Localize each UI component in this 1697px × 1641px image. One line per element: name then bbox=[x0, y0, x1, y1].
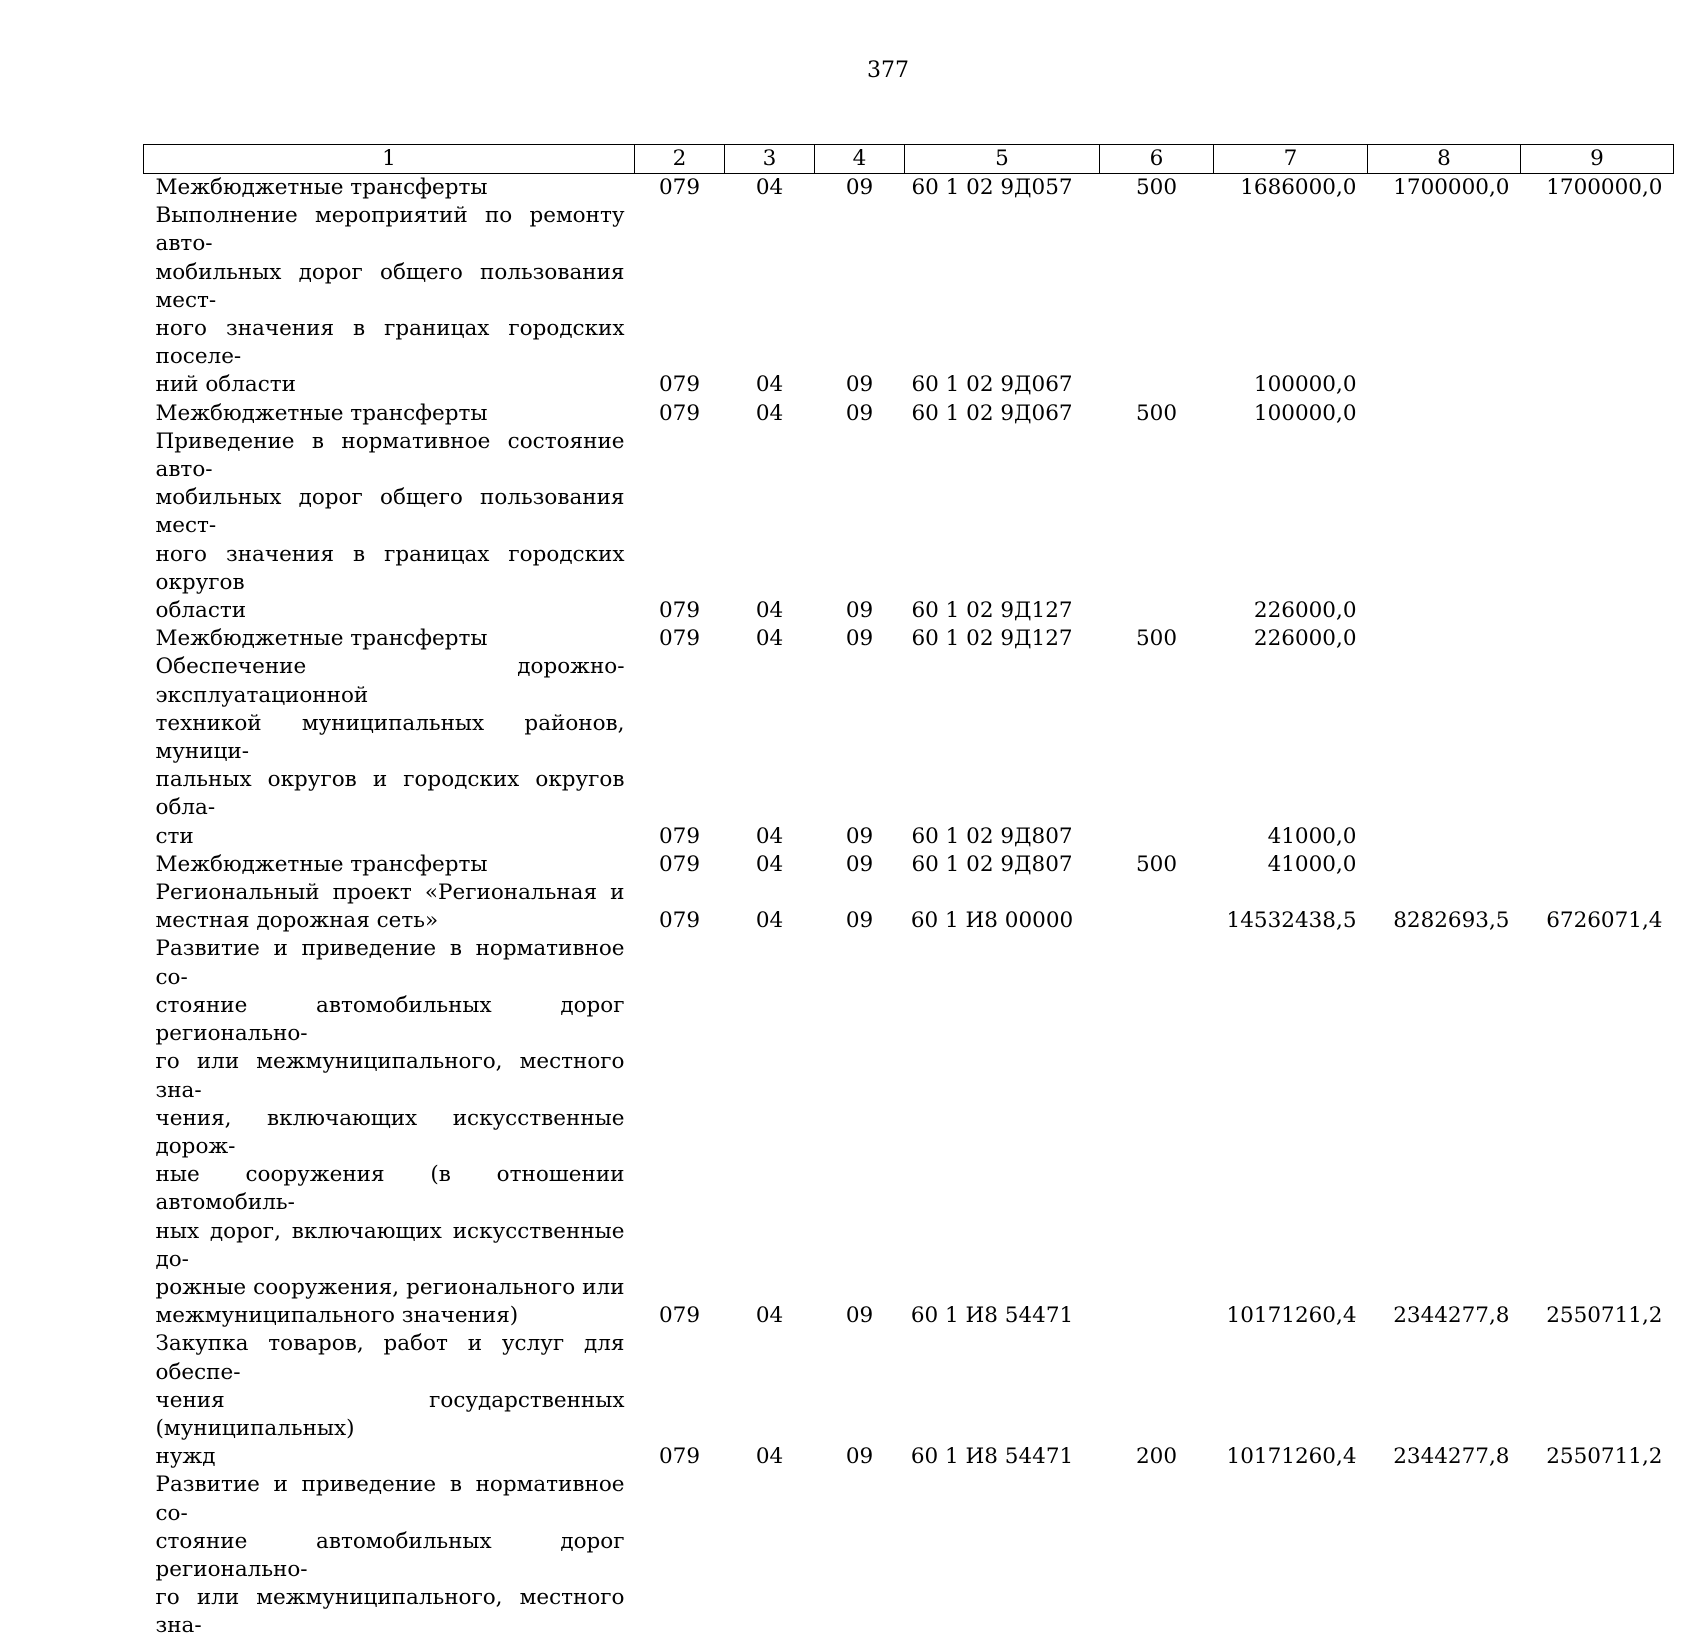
cell-amount-year3: 2550711,2 bbox=[1546, 1444, 1663, 1470]
cell-amount-year3 bbox=[1521, 653, 1674, 850]
row-description bbox=[144, 879, 635, 935]
cell-target-article: 60 1 02 9Д057 bbox=[911, 175, 1073, 200]
cell-amount-year1 bbox=[1214, 1471, 1368, 1640]
cell-amount-year1: 10171260,4 bbox=[1226, 1303, 1357, 1329]
description-line: ные сооружения (в отношении автомобиль- bbox=[155, 1162, 625, 1216]
table-row bbox=[144, 1330, 1674, 1471]
table-row bbox=[144, 625, 1674, 653]
cell-amount-year3 bbox=[1521, 400, 1674, 428]
table-row bbox=[144, 174, 1674, 203]
cell-expense-type bbox=[1100, 935, 1214, 1330]
description-line: Закупка товаров, работ и услуг для обеспе- bbox=[155, 1331, 625, 1385]
description-line: чения, включающих искусственные дорож- bbox=[155, 1105, 625, 1159]
cell-glava: 079 bbox=[658, 626, 701, 652]
cell-expense-type bbox=[1100, 202, 1214, 399]
cell-amount-year3 bbox=[1521, 1471, 1674, 1640]
description-line: Межбюджетные трансферты bbox=[155, 626, 488, 652]
cell-target-article: 60 1 02 9Д067 bbox=[911, 400, 1073, 426]
cell-podrazdel: 09 bbox=[845, 1444, 874, 1470]
cell-amount-year2 bbox=[1368, 851, 1521, 879]
description-line: межмуниципального значения) bbox=[155, 1303, 519, 1329]
description-line: го или межмуниципального, местного зна- bbox=[155, 1049, 625, 1103]
table-row bbox=[144, 400, 1674, 428]
cell-podrazdel: 09 bbox=[845, 908, 874, 934]
cell-glava: 079 bbox=[658, 400, 701, 426]
cell-razdel: 04 bbox=[755, 400, 784, 426]
description-line: Региональный проект «Региональная и bbox=[155, 880, 625, 906]
column-header-8: 8 bbox=[1368, 145, 1521, 174]
row-description bbox=[144, 400, 635, 428]
cell-glava: 079 bbox=[658, 372, 701, 398]
cell-razdel bbox=[725, 1471, 815, 1640]
cell-target-article: 60 1 02 9Д127 bbox=[911, 626, 1073, 652]
description-line: ний области bbox=[155, 372, 296, 398]
page-number: 377 bbox=[867, 58, 909, 83]
cell-amount-year1: 14532438,5 bbox=[1226, 908, 1357, 934]
table-row bbox=[144, 1471, 1674, 1640]
column-header-6: 6 bbox=[1100, 145, 1214, 174]
column-header-1: 1 bbox=[144, 145, 635, 174]
cell-podrazdel: 09 bbox=[845, 372, 874, 398]
description-line: ного значения в границах городских поселе- bbox=[155, 316, 625, 370]
row-description bbox=[144, 653, 635, 850]
description-line: чения государственных (муниципальных) bbox=[155, 1387, 625, 1441]
cell-glava: 079 bbox=[658, 851, 701, 877]
description-line: ного значения в границах городских округов bbox=[155, 541, 625, 595]
cell-razdel: 04 bbox=[755, 851, 784, 877]
cell-podrazdel: 09 bbox=[845, 175, 874, 200]
description-line: Выполнение мероприятий по ремонту авто- bbox=[155, 203, 625, 257]
cell-glava: 079 bbox=[658, 1303, 701, 1329]
budget-table bbox=[143, 144, 1674, 1641]
cell-podrazdel: 09 bbox=[845, 400, 874, 426]
cell-expense-type: 500 bbox=[1135, 175, 1178, 200]
column-header-3: 3 bbox=[725, 145, 815, 174]
cell-amount-year2: 8282693,5 bbox=[1393, 908, 1510, 934]
cell-amount-year3: 6726071,4 bbox=[1546, 908, 1663, 934]
cell-amount-year2 bbox=[1368, 400, 1521, 428]
description-line: мобильных дорог общего пользования мест- bbox=[155, 485, 625, 539]
cell-target-article: 60 1 02 9Д067 bbox=[911, 372, 1073, 398]
cell-razdel: 04 bbox=[755, 626, 784, 652]
description-line: Межбюджетные трансферты bbox=[155, 175, 488, 200]
cell-target-article: 60 1 02 9Д807 bbox=[911, 823, 1073, 849]
column-number-header bbox=[144, 145, 1674, 174]
description-line: стояние автомобильных дорог регионально- bbox=[155, 1528, 625, 1582]
cell-podrazdel bbox=[815, 1471, 905, 1640]
cell-amount-year2 bbox=[1368, 202, 1521, 399]
cell-amount-year1: 41000,0 bbox=[1267, 851, 1357, 877]
cell-podrazdel: 09 bbox=[845, 1303, 874, 1329]
cell-target-article: 60 1 И8 00000 bbox=[910, 908, 1074, 934]
cell-expense-type: 500 bbox=[1135, 626, 1178, 652]
description-line: нужд bbox=[155, 1444, 216, 1470]
cell-expense-type bbox=[1100, 1471, 1214, 1640]
cell-podrazdel: 09 bbox=[845, 851, 874, 877]
cell-amount-year3 bbox=[1521, 625, 1674, 653]
cell-expense-type bbox=[1100, 879, 1214, 935]
row-description bbox=[144, 428, 635, 625]
description-line: техникой муниципальных районов, муници- bbox=[155, 710, 625, 765]
cell-expense-type bbox=[1100, 653, 1214, 850]
table-body bbox=[144, 174, 1674, 1641]
cell-target-article bbox=[905, 1471, 1100, 1640]
cell-glava: 079 bbox=[658, 1444, 701, 1470]
table-row bbox=[144, 202, 1674, 399]
cell-amount-year2 bbox=[1368, 653, 1521, 850]
cell-expense-type: 500 bbox=[1135, 851, 1178, 877]
cell-amount-year2 bbox=[1368, 428, 1521, 625]
cell-target-article: 60 1 И8 54471 bbox=[910, 1303, 1074, 1329]
description-line: Развитие и приведение в нормативное со- bbox=[155, 936, 625, 990]
cell-razdel: 04 bbox=[755, 372, 784, 398]
cell-amount-year1: 41000,0 bbox=[1267, 823, 1357, 849]
cell-amount-year3: 2550711,2 bbox=[1546, 1303, 1663, 1329]
cell-amount-year2: 2344277,8 bbox=[1393, 1303, 1510, 1329]
cell-amount-year1: 100000,0 bbox=[1253, 372, 1357, 398]
cell-target-article: 60 1 02 9Д807 bbox=[911, 851, 1073, 877]
cell-podrazdel: 09 bbox=[845, 626, 874, 652]
description-line: мобильных дорог общего пользования мест- bbox=[155, 259, 625, 313]
table-row bbox=[144, 851, 1674, 879]
description-line: рожные сооружения, регионального или bbox=[155, 1274, 625, 1300]
table-row bbox=[144, 935, 1674, 1330]
description-line: го или межмуниципального, местного зна- bbox=[155, 1585, 625, 1639]
description-line: Обеспечение дорожно-эксплуатационной bbox=[155, 654, 625, 708]
cell-amount-year1: 10171260,4 bbox=[1226, 1444, 1357, 1470]
column-header-9: 9 bbox=[1521, 145, 1674, 174]
cell-amount-year2: 2344277,8 bbox=[1393, 1444, 1510, 1470]
cell-razdel: 04 bbox=[755, 1303, 784, 1329]
cell-glava: 079 bbox=[658, 598, 701, 624]
cell-expense-type bbox=[1100, 428, 1214, 625]
cell-podrazdel: 09 bbox=[845, 598, 874, 624]
row-description bbox=[144, 625, 635, 653]
table-row bbox=[144, 653, 1674, 850]
cell-glava bbox=[635, 1471, 725, 1640]
cell-expense-type: 200 bbox=[1135, 1444, 1178, 1470]
cell-amount-year2: 1700000,0 bbox=[1393, 175, 1510, 200]
table-row bbox=[144, 428, 1674, 625]
row-description bbox=[144, 1330, 635, 1471]
description-line: местная дорожная сеть» bbox=[155, 908, 439, 934]
cell-amount-year1: 226000,0 bbox=[1253, 598, 1357, 624]
description-line: Межбюджетные трансферты bbox=[155, 851, 488, 877]
cell-amount-year3 bbox=[1521, 428, 1674, 625]
cell-amount-year3 bbox=[1521, 202, 1674, 399]
cell-podrazdel: 09 bbox=[845, 823, 874, 849]
cell-amount-year1: 226000,0 bbox=[1253, 626, 1357, 652]
cell-amount-year3 bbox=[1521, 851, 1674, 879]
column-header-2: 2 bbox=[635, 145, 725, 174]
cell-razdel: 04 bbox=[755, 1444, 784, 1470]
column-header-4: 4 bbox=[815, 145, 905, 174]
description-line: пальных округов и городских округов обла- bbox=[155, 767, 625, 821]
cell-razdel: 04 bbox=[755, 598, 784, 624]
cell-glava: 079 bbox=[658, 908, 701, 934]
cell-amount-year2 bbox=[1368, 625, 1521, 653]
cell-razdel: 04 bbox=[755, 823, 784, 849]
row-description bbox=[144, 1471, 635, 1640]
cell-glava: 079 bbox=[658, 823, 701, 849]
column-header-5: 5 bbox=[905, 145, 1100, 174]
description-line: стояние автомобильных дорог регионально- bbox=[155, 992, 625, 1047]
row-description bbox=[144, 935, 635, 1330]
description-line: Развитие и приведение в нормативное со- bbox=[155, 1472, 625, 1526]
cell-expense-type: 500 bbox=[1135, 400, 1178, 426]
cell-amount-year3: 1700000,0 bbox=[1546, 175, 1663, 200]
cell-glava: 079 bbox=[658, 175, 701, 200]
cell-target-article: 60 1 И8 54471 bbox=[910, 1444, 1074, 1470]
description-line: Межбюджетные трансферты bbox=[155, 400, 488, 426]
description-line: области bbox=[155, 598, 247, 624]
cell-amount-year2 bbox=[1368, 1471, 1521, 1640]
description-line: Приведение в нормативное состояние авто- bbox=[155, 428, 625, 483]
cell-amount-year1: 100000,0 bbox=[1253, 400, 1357, 426]
description-line: сти bbox=[155, 823, 194, 849]
row-description bbox=[144, 202, 635, 399]
row-description bbox=[144, 174, 635, 203]
cell-amount-year1: 1686000,0 bbox=[1240, 175, 1357, 200]
cell-razdel: 04 bbox=[755, 175, 784, 200]
cell-razdel: 04 bbox=[755, 908, 784, 934]
cell-target-article: 60 1 02 9Д127 bbox=[911, 598, 1073, 624]
row-description bbox=[144, 851, 635, 879]
description-line: ных дорог, включающих искусственные до- bbox=[155, 1218, 625, 1272]
table-row bbox=[144, 879, 1674, 935]
column-header-7: 7 bbox=[1214, 145, 1368, 174]
